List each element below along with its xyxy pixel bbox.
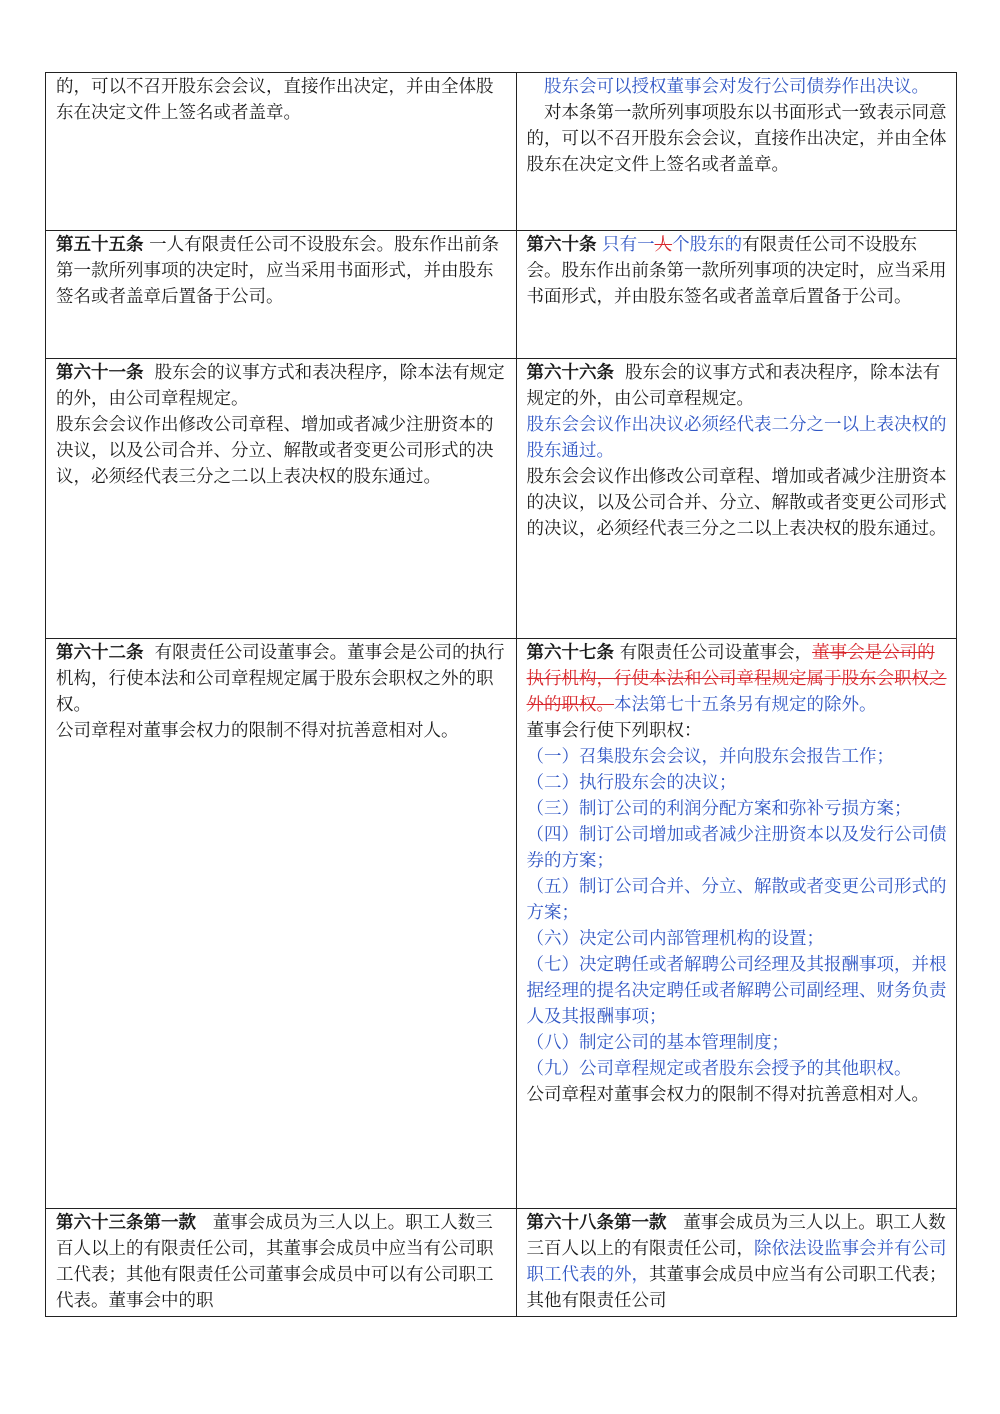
article-text: 有限责任公司设董事会。董事会是公司的执行机构，行使本法和公司章程规定属于股东会职权之外的职权。 (56, 643, 505, 715)
paragraph: 股东会会议作出修改公司章程、增加或者减少注册资本的决议，以及公司合并、分立、解散或者变更公司形式的决议，必须经代表三分之二以上表决权的股东通过。 (56, 415, 494, 487)
paragraph: 公司章程对董事会权力的限制不得对抗善意相对人。 (526, 1085, 930, 1105)
added-text: 只有一 (602, 235, 655, 255)
power-item: （三）制订公司的利润分配方案和弥补亏损方案； (526, 799, 912, 819)
power-item: （一）召集股东会会议，并向股东会报告工作； (526, 747, 895, 767)
paragraph: 的，可以不召开股东会会议，直接作出决定，并由全体股东在决定文件上签名或者盖章。 (56, 77, 494, 123)
power-item: （五）制订公司合并、分立、解散或者变更公司形式的方案； (526, 877, 947, 923)
table-row (46, 359, 957, 639)
law-comparison-table (45, 72, 957, 1317)
added-text: 股东会可以授权董事会对发行公司债券作出决议。 (544, 77, 930, 97)
old-text-cell (46, 73, 517, 231)
added-text: 除依法设监事会并有公司职工代表的外， (526, 1239, 947, 1285)
article-text: 股东会的议事方式和表决程序，除本法有规定的外，由公司章程规定。 (526, 363, 941, 409)
added-text: 个股东的 (672, 235, 743, 255)
table-row (46, 231, 957, 359)
power-item: （二）执行股东会的决议； (526, 773, 737, 793)
article-text: 一人有限责任公司不设股东会。股东作出前条第一款所列事项的决定时，应当采用书面形式，并由股东签名或者盖章后置备于公司。 (56, 235, 500, 307)
article-heading: 第六十八条第一款 (526, 1213, 667, 1233)
article-heading: 第六十六条 (526, 363, 615, 383)
added-text: 股东会会议作出决议必须经代表二分之一以上表决权的股东通过。 (526, 415, 947, 461)
deleted-text: 董事会是公司的执行机构，行使本法和公司章程规定属于股东会职权之外的职权。 (526, 643, 947, 715)
new-text-cell (516, 359, 956, 639)
article-heading: 第六十七条 (526, 643, 615, 663)
new-text-cell (516, 639, 956, 1209)
article-heading: 第五十五条 (56, 235, 144, 255)
new-text-cell (516, 1209, 956, 1317)
power-item: （四）制订公司增加或者减少注册资本以及发行公司债券的方案； (526, 825, 947, 871)
article-heading: 第六十二条 (56, 643, 144, 663)
table-row (46, 639, 957, 1209)
old-text-cell (46, 639, 517, 1209)
old-text-cell (46, 359, 517, 639)
article-heading: 第六十三条第一款 (56, 1213, 196, 1233)
power-item: （九）公司章程规定或者股东会授予的其他职权。 (526, 1059, 912, 1079)
old-text-cell (46, 231, 517, 359)
table-row (46, 1209, 957, 1317)
paragraph: 公司章程对董事会权力的限制不得对抗善意相对人。 (56, 721, 459, 741)
paragraph: 对本条第一款所列事项股东以书面形式一致表示同意的，可以不召开股东会会议，直接作出决定，并由全体股东在决定文件上签名或者盖章。 (526, 103, 947, 175)
old-text-cell (46, 1209, 517, 1317)
power-item: （八）制定公司的基本管理制度； (526, 1033, 790, 1053)
table-row (46, 73, 957, 231)
article-heading: 第六十一条 (56, 363, 144, 383)
article-text: 有限责任公司不设股东会。股东作出前条第一款所列事项的决定时，应当采用书面形式，并由股东签名或者盖章后置备于公司。 (526, 235, 947, 307)
article-text: 股东会的议事方式和表决程序，除本法有规定的外，由公司章程规定。 (56, 363, 505, 409)
article-text: 有限责任公司设董事会， (619, 643, 813, 663)
article-text: 董事会成员为三人以上。职工人数三百人以上的有限责任公司， (526, 1213, 946, 1259)
added-text: 本法第七十五条另有规定的除外。 (614, 695, 877, 715)
power-item: （七）决定聘任或者解聘公司经理及其报酬事项，并根据经理的提名决定聘任或者解聘公司副经理、财务负责人及其报酬事项； (526, 955, 947, 1027)
paragraph: 董事会行使下列职权： (526, 721, 702, 741)
article-text: 其董事会成员中应当有公司职工代表；其他有限责任公司 (526, 1265, 947, 1311)
paragraph: 股东会会议作出修改公司章程、增加或者减少注册资本的决议，以及公司合并、分立、解散或者变更公司形式的决议，必须经代表三分之二以上表决权的股东通过。 (526, 467, 947, 539)
article-heading: 第六十条 (526, 235, 597, 255)
article-text: 董事会成员为三人以上。职工人数三百人以上的有限责任公司，其董事会成员中应当有公司职工代表；其他有限责任公司董事会成员中可以有公司职工代表。董事会中的职 (56, 1213, 494, 1311)
new-text-cell (516, 73, 956, 231)
power-item: （六）决定公司内部管理机构的设置； (526, 929, 825, 949)
new-text-cell (516, 231, 956, 359)
deleted-text: 人 (654, 235, 673, 255)
